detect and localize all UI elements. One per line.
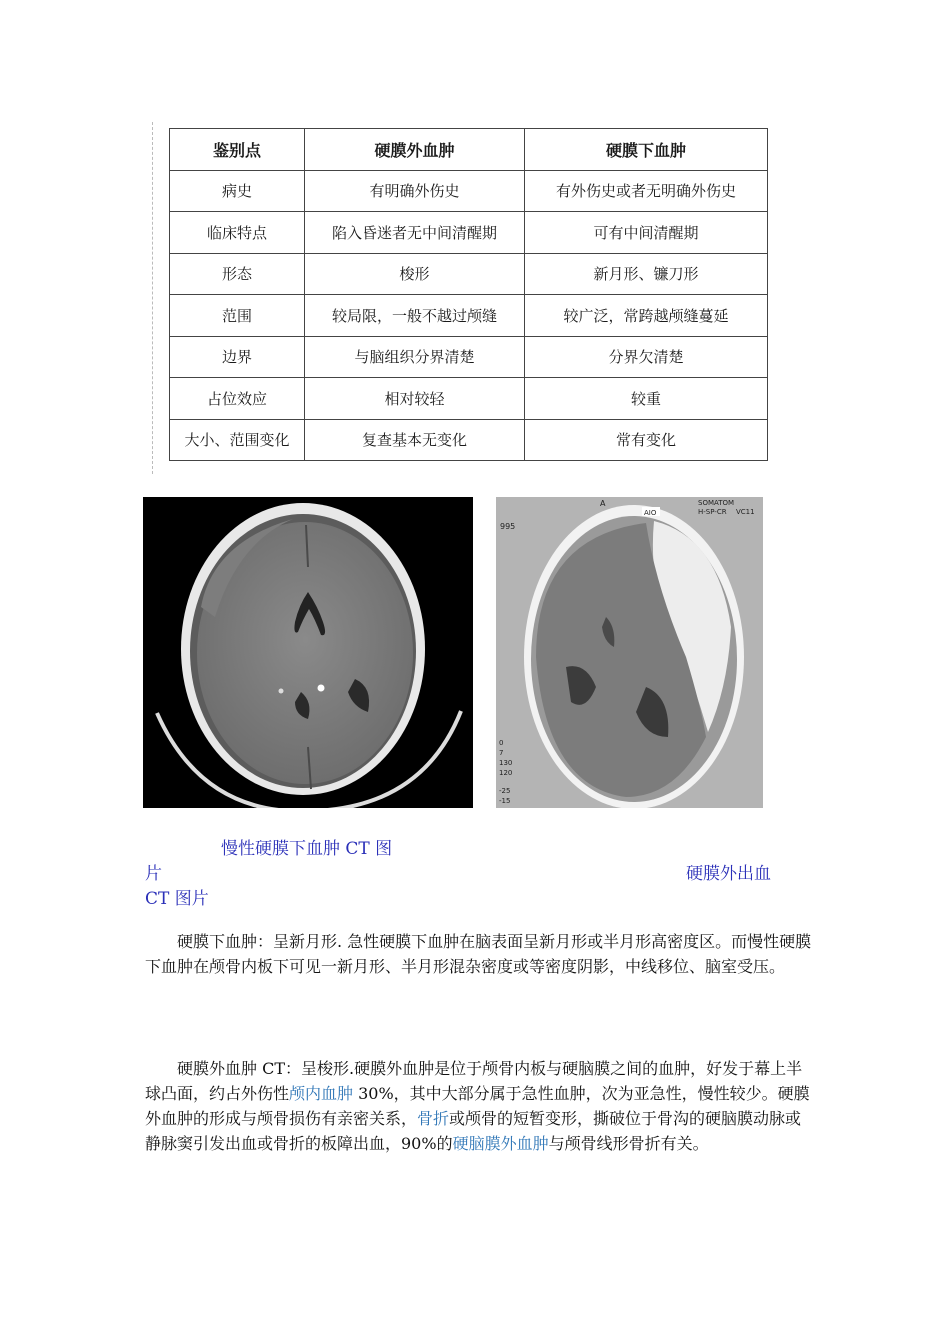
table-cell: 可有中间清醒期	[525, 212, 768, 254]
para-text: 30%，其中大部分属于急性血肿，次为亚急性，慢性较少。硬膜外血肿的形成与颅骨损伤有亲密关系，	[145, 1084, 810, 1128]
table-row	[170, 419, 768, 461]
table-cell: 新月形、镰刀形	[525, 253, 768, 295]
table-cell: 陷入昏迷者无中间清醒期	[305, 212, 525, 254]
ct-overlay-r3: VC11	[736, 508, 755, 516]
table-cell: 有外伤史或者无明确外伤史	[525, 170, 768, 212]
ct-left-num: -25	[499, 787, 511, 795]
table-cell: 较局限，一般不越过颅缝	[305, 295, 525, 337]
header-cell: 硬膜下血肿	[525, 129, 768, 171]
table-cell: 与脑组织分界清楚	[305, 336, 525, 378]
table-header-row	[170, 129, 768, 171]
ct-image-subdural	[143, 497, 473, 808]
ct-overlay-num: 995	[500, 522, 516, 531]
table-cell: 范围	[170, 295, 305, 337]
para-text: 硬膜外血肿 CT：呈梭形.硬膜外血肿是位于颅骨内板与硬脑膜之间的血肿，好发于幕上半球凸面，约占外伤性	[145, 1059, 803, 1103]
caption-epidural-line2: CT 图片	[145, 889, 209, 909]
table-edge-marks	[152, 122, 161, 474]
link-epidural-hematoma[interactable]: 硬脑膜外血肿	[452, 1134, 549, 1153]
ct-left-num: -15	[499, 797, 511, 805]
ct-left-num: 0	[499, 739, 504, 747]
ct-overlay-r1: SOMATOM	[698, 499, 735, 507]
ct-overlay-a: A	[600, 499, 606, 508]
ct-overlay-r2: H-SP-CR	[698, 508, 727, 516]
table-cell: 较广泛，常跨越颅缝蔓延	[525, 295, 768, 337]
para-text: 与颅骨线形骨折有关。	[548, 1134, 709, 1153]
table-cell: 临床特点	[170, 212, 305, 254]
caption-epidural-line1: 硬膜外出血	[686, 864, 771, 884]
link-intracranial-hematoma[interactable]: 颅内血肿	[289, 1084, 354, 1103]
table-cell: 形态	[170, 253, 305, 295]
table-cell: 有明确外伤史	[305, 170, 525, 212]
ct-left-num: 7	[499, 749, 504, 757]
ct-left-num: 120	[499, 769, 513, 777]
table-cell: 相对较轻	[305, 378, 525, 420]
header-cell: 硬膜外血肿	[305, 129, 525, 171]
table-row	[170, 253, 768, 295]
table-cell: 梭形	[305, 253, 525, 295]
comparison-table-figure	[152, 122, 780, 474]
ct-left-num: 130	[499, 759, 513, 767]
table-cell: 病史	[170, 170, 305, 212]
table-cell: 大小、范围变化	[170, 419, 305, 461]
table-row	[170, 336, 768, 378]
table-cell: 常有变化	[525, 419, 768, 461]
table-row	[170, 378, 768, 420]
paragraph-epidural	[145, 1056, 813, 1156]
paragraph-subdural: 硬膜下血肿：呈新月形. 急性硬膜下血肿在脑表面呈新月形或半月形高密度区。而慢性硬膜下血肿在颅骨内板下可见一新月形、半月形混杂密度或等密度阴影，中线移位、脑室受压。	[145, 932, 812, 976]
caption-subdural-line2: 片	[145, 864, 162, 884]
table-cell: 分界欠清楚	[525, 336, 768, 378]
table-row	[170, 170, 768, 212]
para-text: 或颅骨的短暂变形，撕破位于骨沟的硬脑膜动脉或静脉窦引发出血或骨折的板障出血，90%的	[145, 1109, 802, 1153]
table-cell: 边界	[170, 336, 305, 378]
table-cell: 较重	[525, 378, 768, 420]
comparison-table	[169, 128, 768, 461]
caption-subdural-line1: 慢性硬膜下血肿 CT 图	[221, 839, 393, 859]
table-row	[170, 212, 768, 254]
header-cell: 鉴别点	[170, 129, 305, 171]
table-cell: 占位效应	[170, 378, 305, 420]
link-fracture[interactable]: 骨折	[417, 1109, 450, 1128]
ct-image-epidural	[496, 497, 763, 808]
table-cell: 复查基本无变化	[305, 419, 525, 461]
ct-marker: AIO	[644, 509, 657, 517]
table-row	[170, 295, 768, 337]
